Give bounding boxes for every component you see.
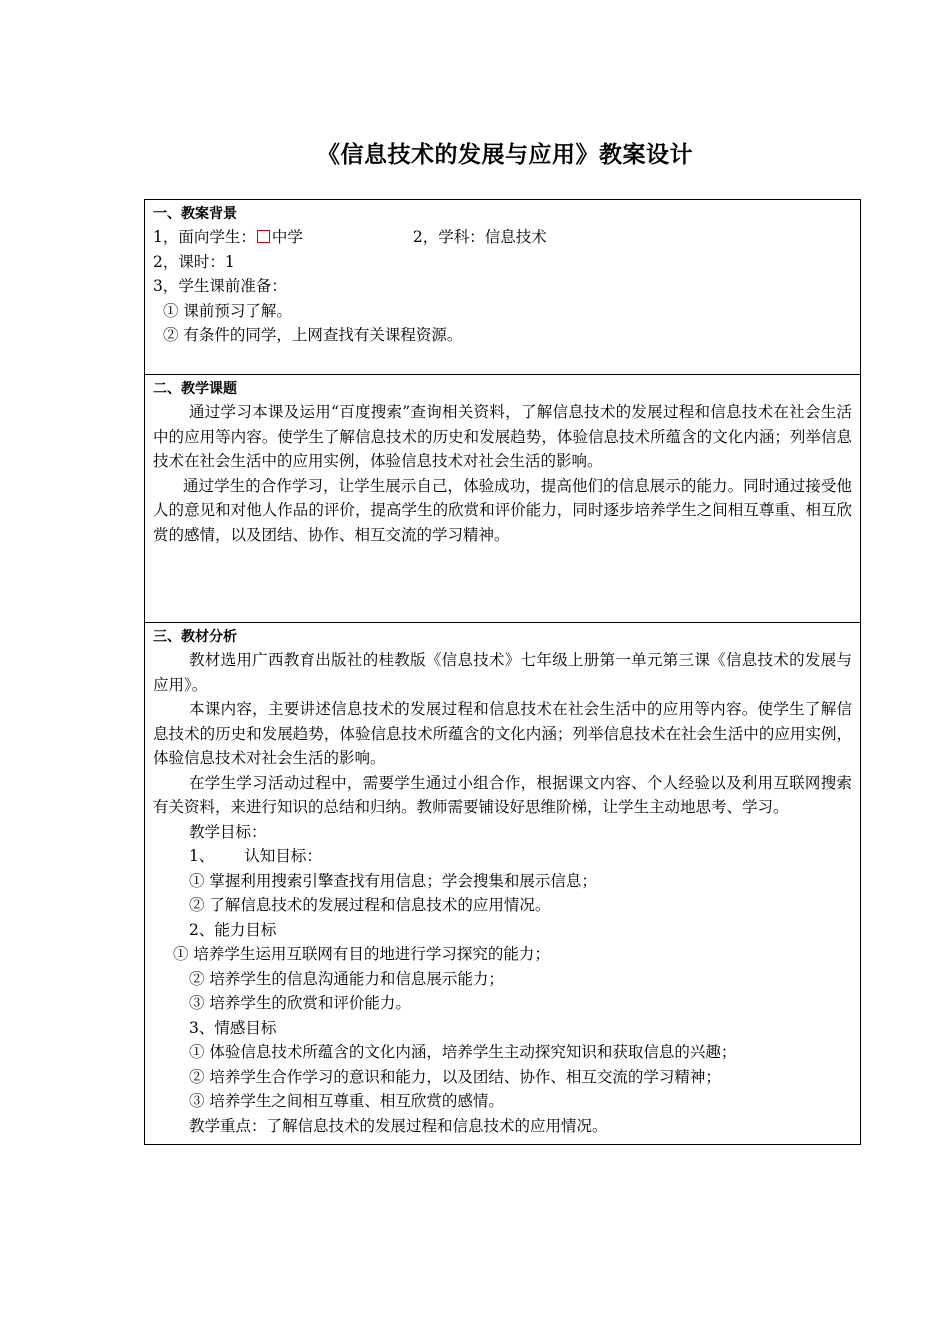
section-analysis xyxy=(145,623,861,1145)
goal-item: ③ 培养学生之间相互尊重、相互欣赏的感情。 xyxy=(189,1092,504,1110)
topic-paragraph: 通过学习本课及运用“百度搜索”查询相关资料，了解信息技术的发展过程和信息技术在社会生活中的应用等内容。使学生了解信息技术的历史和发展趋势，体验信息技术所蕴含的文化内涵；列举信息技术在社会生活中的应用实例，体验信息技术对社会生活的影响。 xyxy=(153,403,852,470)
hours-text: 2，课时：1 xyxy=(153,252,235,271)
students-value: 中学 xyxy=(271,228,303,246)
students-line xyxy=(153,225,852,250)
section-analysis-cell xyxy=(145,623,861,1145)
students-label: 1，面向学生： xyxy=(153,228,256,246)
goal-item: ① 培养学生运用互联网有目的地进行学习探究的能力； xyxy=(173,945,550,963)
analysis-paragraph: 教材选用广西教育出版社的桂教版《信息技术》七年级上册第一单元第三课《信息技术的发展与应用》。 xyxy=(153,651,852,694)
section-heading: 三、教材分析 xyxy=(153,629,237,645)
cognitive-goal-heading xyxy=(153,844,852,869)
prep-item: ① 课前预习了解。 xyxy=(163,301,292,320)
goal-item: ③ 培养学生的欣赏和评价能力。 xyxy=(189,994,411,1012)
goal-item: ② 了解信息技术的发展过程和信息技术的应用情况。 xyxy=(189,896,551,914)
key-point: 教学重点：了解信息技术的发展过程和信息技术的应用情况。 xyxy=(189,1116,608,1135)
goals-label: 教学目标： xyxy=(189,822,267,841)
section-topic-cell xyxy=(145,375,861,623)
goal-item: ② 培养学生合作学习的意识和能力，以及团结、协作、相互交流的学习精神； xyxy=(189,1067,721,1086)
ability-goal-heading: 2、能力目标 xyxy=(189,920,277,939)
checkbox-icon xyxy=(257,230,270,243)
lesson-plan-table xyxy=(144,199,861,1145)
prep-text: 3，学生课前准备： xyxy=(153,277,287,295)
goal-item: ② 培养学生的信息沟通能力和信息展示能力； xyxy=(189,969,504,988)
section-background-cell xyxy=(145,200,861,375)
cognitive-goal-label: 认知目标： xyxy=(244,847,322,865)
goal-item: ① 掌握利用搜索引擎查找有用信息；学会搜集和展示信息； xyxy=(189,871,597,890)
prep-item: ② 有条件的同学，上网查找有关课程资源。 xyxy=(163,326,463,344)
section-topic xyxy=(145,375,861,623)
goal-item: ① 体验信息技术所蕴含的文化内涵，培养学生主动探究知识和获取信息的兴趣； xyxy=(189,1043,737,1061)
section-heading: 二、教学课题 xyxy=(153,381,237,397)
topic-paragraph: 通过学生的合作学习，让学生展示自己，体验成功，提高他们的信息展示的能力。同时通过接受他人的意见和对他人作品的评价，提高学生的欣赏和评价能力，同时逐步培养学生之间相互尊重、相互欣赏的感情，以及团结、协作、相互交流的学习精神。 xyxy=(153,476,852,544)
document-title: 《信息技术的发展与应用》教案设计 xyxy=(317,142,693,168)
analysis-paragraph: 在学生学习活动过程中，需要学生通过小组合作，根据课文内容、个人经验以及利用互联网搜索有关资料，来进行知识的总结和归纳。教师需要铺设好思维阶梯，让学生主动地思考、学习。 xyxy=(153,773,852,816)
subject-text: 2，学科：信息技术 xyxy=(412,228,547,246)
emotion-goal-heading: 3、情感目标 xyxy=(189,1018,277,1037)
section-background xyxy=(145,200,861,375)
cognitive-goal-number: 1、 xyxy=(189,847,215,865)
analysis-paragraph: 本课内容，主要讲述信息技术的发展过程和信息技术在社会生活中的应用等内容。使学生了解信息技术的历史和发展趋势，体验信息技术所蕴含的文化内涵；列举信息技术在社会生活中的应用实例，体验信息技术对社会生活的影响。 xyxy=(153,700,852,767)
section-heading: 一、教案背景 xyxy=(153,206,237,222)
